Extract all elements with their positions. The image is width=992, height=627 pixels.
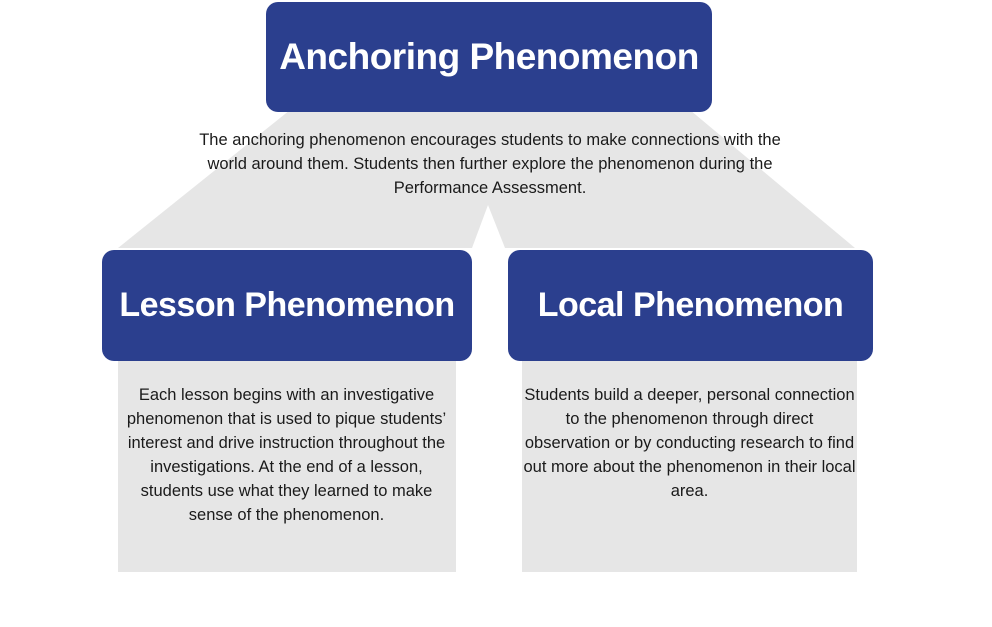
anchoring-phenomenon-box [266,2,712,112]
lesson-phenomenon-box [102,250,472,361]
lesson-phenomenon-title: Lesson Phenomenon [119,286,455,324]
local-phenomenon-description: Students build a deeper, personal connection to the phenomenon through direct observation or by conducting research to find out more about the phenomenon in their local area. [523,386,856,500]
local-phenomenon-title: Local Phenomenon [537,286,844,324]
local-phenomenon-box [508,250,873,361]
anchoring-phenomenon-description: The anchoring phenomenon encourages students to make connections with the world around them. Students then further explore the phenomenon during the Performance Assessment. [199,131,781,197]
anchoring-phenomenon-title: Anchoring Phenomenon [279,36,699,77]
lesson-phenomenon-description: Each lesson begins with an investigative phenomenon that is used to pique students’ interest and drive instruction throughout the investigations. At the end of a lesson, students use what they learned to make sense of the phenomenon. [126,386,447,524]
